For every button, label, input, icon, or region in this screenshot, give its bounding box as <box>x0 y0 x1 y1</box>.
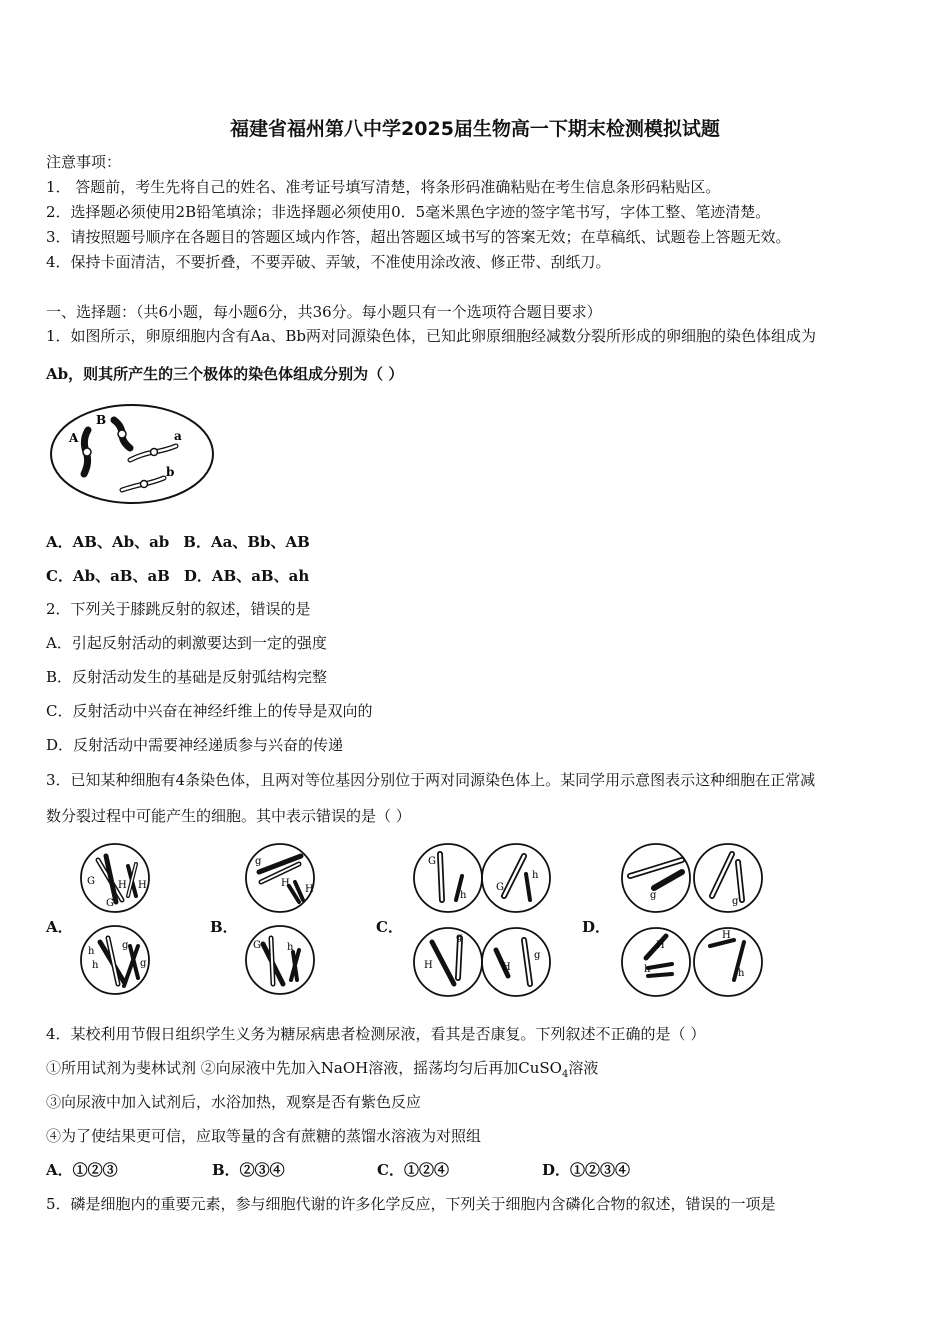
q3d-gene-H: H <box>656 940 665 951</box>
q1-label-B: B <box>96 413 107 427</box>
q3b-gene-H2: H <box>305 884 314 895</box>
q1-option-c[interactable]: C．Ab、aB、aB <box>46 567 170 585</box>
q2-stem: 2．下列关于膝跳反射的叙述，错误的是 <box>46 600 311 618</box>
q4-subscript: 4 <box>561 1069 569 1080</box>
q4-statement-1-2-tail: 溶液 <box>568 1059 599 1077</box>
q3-option-c-label[interactable]: C． <box>376 918 403 936</box>
q3-option-a-label[interactable]: A． <box>46 918 73 936</box>
q3-figure-b[interactable] <box>243 842 323 998</box>
q4-statement-1-2 <box>46 1058 598 1085</box>
q4-stem: 4．某校利用节假日组织学生义务为糖尿病患者检测尿液，看其是否康复。下列叙述不正确的是（ ） <box>46 1025 706 1043</box>
q3c-gene-H2: H <box>502 962 511 973</box>
q3a-gene-H2: H <box>138 880 147 891</box>
q3a-gene-g: g <box>122 940 129 951</box>
q3-figure-a[interactable] <box>78 842 158 998</box>
q4-option-b[interactable]: B．②③④ <box>212 1161 285 1179</box>
q3a-gene-h2: h <box>92 960 99 971</box>
q3d-gene-H2: H <box>722 930 731 941</box>
q1-label-a: a <box>174 429 182 443</box>
q3-option-d-label[interactable]: D． <box>582 918 611 936</box>
q3b-gene-H: H <box>281 878 290 889</box>
q3c-gene-G2: G <box>496 882 504 893</box>
notice-item-3: 3．请按照题号顺序在各题目的答题区域内作答，超出答题区域书写的答案无效；在草稿纸、试题卷上答题无效。 <box>46 228 791 246</box>
q4-option-a[interactable]: A．①②③ <box>46 1161 118 1179</box>
q3c-gene-h: h <box>460 890 467 901</box>
q3d-gene-g: g <box>650 890 657 901</box>
q1-stem-line1: 1．如图所示，卵原细胞内含有Aa、Bb两对同源染色体，已知此卵原细胞经减数分裂所形成的卵细胞的染色体组成为 <box>46 327 816 345</box>
q3c-gene-h2: h <box>532 870 539 881</box>
q4-statement-4: ④为了使结果更可信，应取等量的含有蔗糖的蒸馏水溶液为对照组 <box>46 1127 482 1145</box>
q2-option-d[interactable]: D．反射活动中需要神经递质参与兴奋的传递 <box>46 736 344 754</box>
q3a-gene-H: H <box>118 880 127 891</box>
q2-option-c[interactable]: C．反射活动中兴奋在神经纤维上的传导是双向的 <box>46 702 373 720</box>
q3a-gene-g2: g <box>140 958 147 969</box>
q3b-gene-G: G <box>253 940 261 951</box>
q3a-gene-G: G <box>87 876 95 887</box>
q4-statement-3: ③向尿液中加入试剂后，水浴加热，观察是否有紫色反应 <box>46 1093 422 1111</box>
notice-item-4: 4．保持卡面清洁，不要折叠，不要弄破、弄皱，不准使用涂改液、修正带、刮纸刀。 <box>46 253 611 271</box>
q1-label-A: A <box>69 431 79 445</box>
page-title: 福建省福州第八中学2025届生物高一下期末检测模拟试题 <box>230 118 720 140</box>
q3b-gene-g: g <box>255 856 262 867</box>
q2-option-b[interactable]: B．反射活动发生的基础是反射弧结构完整 <box>46 668 328 686</box>
q5-stem: 5．磷是细胞内的重要元素，参与细胞代谢的许多化学反应，下列关于细胞内含磷化合物的叙述，错误的一项是 <box>46 1195 776 1213</box>
q1-option-b[interactable]: B．Aa、Bb、AB <box>183 533 310 551</box>
q3b-gene-h: h <box>287 942 294 953</box>
q4-option-d[interactable]: D．①②③④ <box>542 1161 631 1179</box>
q3c-gene-H: H <box>424 960 433 971</box>
q1-option-d[interactable]: D．AB、aB、ah <box>183 567 310 585</box>
q3d-gene-g2: g <box>732 896 739 907</box>
notice-heading: 注意事项： <box>46 153 122 171</box>
q3-stem-line1: 3．已知某种细胞有4条染色体，且两对等位基因分别位于两对同源染色体上。某同学用示意图表示这种细胞在正常减 <box>46 771 816 789</box>
q3a-gene-h: h <box>88 946 95 957</box>
q3-figure-c[interactable] <box>412 842 552 998</box>
q3-stem-line2: 数分裂过程中可能产生的细胞。其中表示错误的是（ ） <box>46 807 411 825</box>
q2-option-a[interactable]: A．引起反射活动的刺激要达到一定的强度 <box>46 634 327 652</box>
notice-item-2: 2．选择题必须使用2B铅笔填涂；非选择题必须使用0．5毫米黑色字迹的签字笔书写，字体工整、笔迹清楚。 <box>46 203 771 221</box>
q1-oocyte-figure <box>48 402 218 508</box>
section-heading: 一、选择题：（共6小题，每小题6分，共36分。每小题只有一个选项符合题目要求） <box>46 303 602 321</box>
q3a-gene-G2: G <box>106 898 114 909</box>
q3c-gene-g2: g <box>534 950 541 961</box>
q3c-gene-g: g <box>456 932 463 943</box>
q4-statement-1-2-text: ①所用试剂为斐林试剂 ②向尿液中先加入NaOH溶液，摇荡均匀后再加CuSO <box>46 1059 562 1077</box>
q3d-gene-h: h <box>644 964 651 975</box>
q1-option-a[interactable]: A．AB、Ab、ab <box>46 533 170 551</box>
q1-stem-line2: Ab，则其所产生的三个极体的染色体组成分别为（ ） <box>46 365 404 383</box>
q3c-gene-G: G <box>428 856 436 867</box>
q1-label-b: b <box>166 465 175 479</box>
q4-option-c[interactable]: C．①②④ <box>377 1161 449 1179</box>
notice-item-1: 1． 答题前，考生先将自己的姓名、准考证号填写清楚，将条形码准确粘贴在考生信息条形码粘贴区。 <box>46 178 721 196</box>
q3d-gene-h2: h <box>738 968 745 979</box>
q3-option-b-label[interactable]: B． <box>210 918 238 936</box>
q3-figure-d[interactable] <box>620 842 766 998</box>
